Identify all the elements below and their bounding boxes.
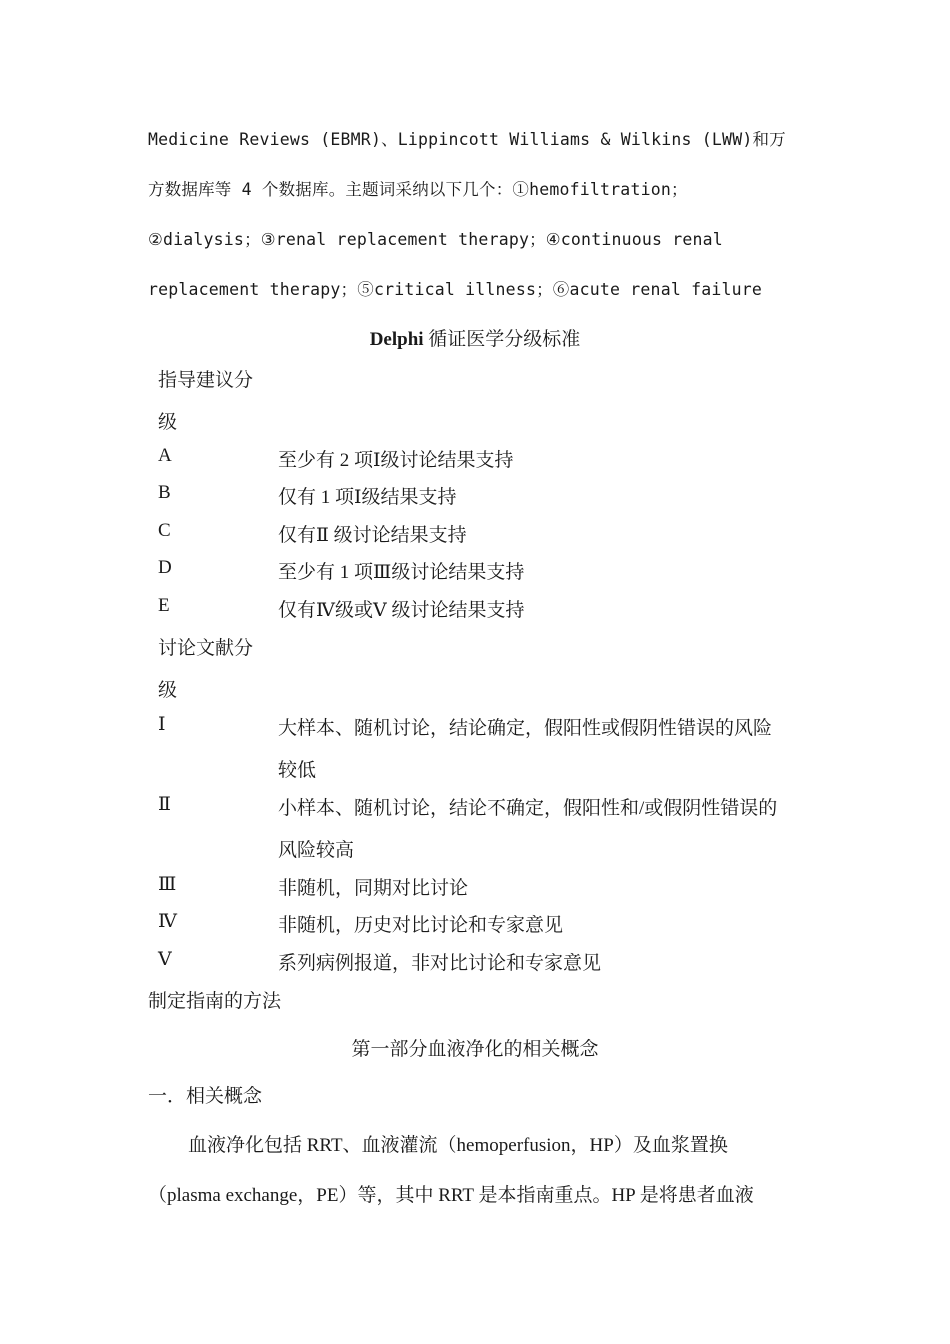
literature-desc-line2: 风险较高 [278, 840, 355, 861]
table-title [0, 324, 950, 351]
literature-grade: Ⅲ [158, 874, 177, 895]
literature-grade: Ⅱ [158, 794, 171, 815]
recommendation-grade: A [158, 445, 172, 466]
literature-grade: Ⅰ [158, 714, 166, 735]
literature-grade: Ⅴ [158, 949, 172, 970]
literature-heading-line2: 级 [158, 680, 178, 701]
recommendation-grade: D [158, 557, 172, 578]
recommendation-grade: B [158, 482, 171, 503]
recommendation-desc: 仅有Ⅱ 级讨论结果支持 [278, 525, 467, 546]
intro-line-3: ②dialysis；③renal replacement therapy；④continuous renal [148, 230, 723, 249]
literature-desc-line1: 非随机，历史对比讨论和专家意见 [278, 915, 564, 936]
part-title: 第一部分血液净化的相关概念 [351, 1039, 599, 1060]
body-line-1: 血液净化包括 RRT、血液灌流（hemoperfusion，HP）及血浆置换 [188, 1135, 728, 1156]
recommendation-grade: E [158, 595, 170, 616]
intro-line-2: 方数据库等 4 个数据库。主题词采纳以下几个：①hemofiltration； [148, 180, 688, 199]
body-line-2: （plasma exchange，PE）等，其中 RRT 是本指南重点。HP 是将患者血液 [148, 1185, 754, 1206]
table-title-rest: 循证医学分级标准 [423, 329, 581, 350]
recommendation-desc: 仅有 1 项Ⅰ级结果支持 [278, 487, 457, 508]
literature-desc-line1: 大样本、随机讨论，结论确定，假阳性或假阴性错误的风险 [278, 718, 773, 739]
literature-desc-line1: 系列病例报道，非对比讨论和专家意见 [278, 953, 602, 974]
recommendation-heading-line1: 指导建议分 [158, 370, 254, 391]
method-label: 制定指南的方法 [148, 991, 282, 1012]
literature-desc-line1: 非随机，同期对比讨论 [278, 878, 469, 899]
literature-desc-line1: 小样本、随机讨论，结论不确定，假阳性和/或假阴性错误的 [278, 798, 778, 819]
intro-line-1: Medicine Reviews (EBMR)、Lippincott Williams & Wilkins (LWW)和万 [148, 130, 786, 149]
literature-heading-line1: 讨论文献分 [158, 638, 254, 659]
recommendation-grade: C [158, 520, 171, 541]
recommendation-desc: 仅有Ⅳ级或Ⅴ 级讨论结果支持 [278, 600, 525, 621]
table-title-bold: Delphi [369, 329, 424, 350]
recommendation-desc: 至少有 2 项Ⅰ级讨论结果支持 [278, 450, 514, 471]
recommendation-heading-line2: 级 [158, 412, 178, 433]
recommendation-desc: 至少有 1 项Ⅲ级讨论结果支持 [278, 562, 525, 583]
literature-grade: Ⅳ [158, 911, 177, 932]
intro-line-4: replacement therapy；⑤critical illness；⑥acute renal failure [148, 280, 763, 299]
section-heading: 一．相关概念 [148, 1086, 263, 1107]
literature-desc-line2: 较低 [278, 760, 317, 781]
